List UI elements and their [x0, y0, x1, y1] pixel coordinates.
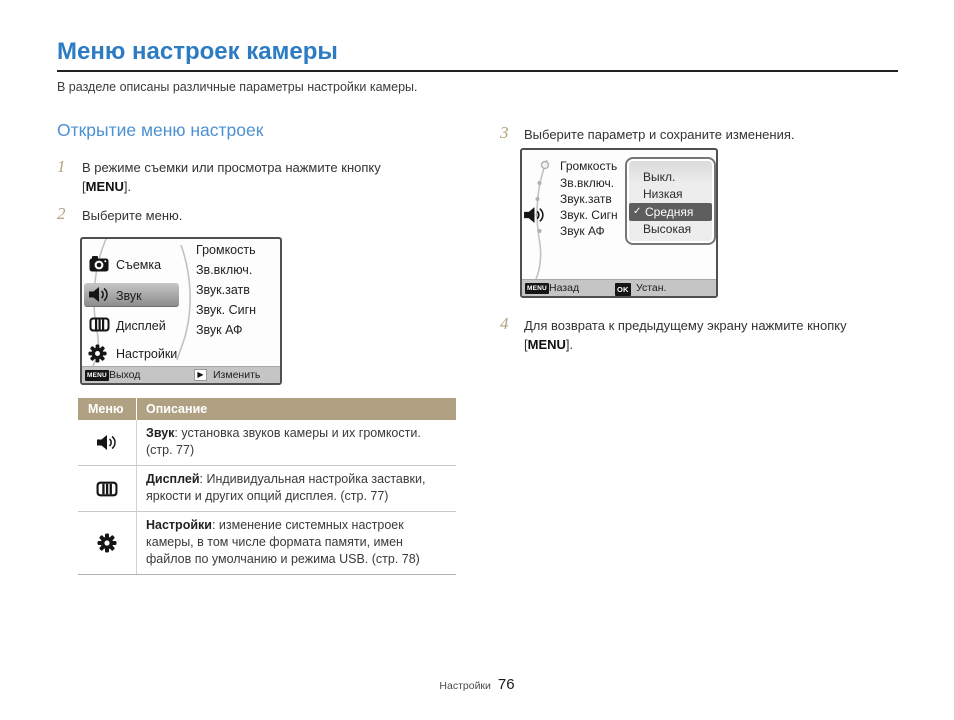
menu-description-table: [78, 398, 456, 575]
page-footer: [0, 676, 954, 694]
title-divider: [57, 70, 898, 72]
right-arrow-icon: ▶: [194, 369, 207, 381]
bullet-dot-icon: [536, 197, 540, 201]
step-3-number: 3: [500, 123, 509, 142]
menu-item-settings: Настройки: [116, 347, 178, 361]
statusbar-change-label: Изменить: [213, 369, 261, 381]
gear-icon: [97, 533, 117, 553]
screen2-statusbar: [522, 279, 716, 296]
screen1-statusbar: [82, 366, 280, 383]
footer-section-label: Настройки: [439, 680, 491, 692]
table-cell-description: Звук: установка звуков камеры и их громкости. (стр. 77): [146, 426, 421, 457]
popup-option-low: Низкая: [643, 187, 683, 201]
section-heading: Открытие меню настроек: [57, 120, 264, 140]
ok-button-badge: OK: [617, 285, 629, 294]
page-title: Меню настроек камеры: [57, 38, 338, 65]
table-header-description: Описание: [146, 402, 208, 416]
checkmark-icon: ✓: [633, 206, 642, 217]
setting-item-shutter-sound: Звук.затв: [560, 192, 612, 206]
speaker-icon: [88, 286, 110, 303]
popup-option-medium-selected: ✓ Средняя: [629, 203, 712, 221]
table-row: [78, 466, 456, 512]
submenu-item-beep-sound: Звук. Сигн: [196, 303, 257, 317]
statusbar-back-label: Назад: [549, 282, 580, 294]
statusbar-set-label: Устан.: [636, 282, 667, 294]
step-2-text: Выберите меню.: [82, 208, 183, 223]
table-row: [78, 420, 456, 466]
table-header-menu: Меню: [78, 398, 137, 420]
setting-item-startup-sound: Зв.включ.: [560, 176, 615, 190]
camera-screen-volume-popup: [520, 148, 718, 298]
step-4-number: 4: [500, 314, 509, 333]
bullet-dot-icon: [538, 229, 542, 233]
step-1-text: В режиме съемки или просмотра нажмите кнопку [MENU].: [82, 160, 381, 194]
popup-option-high: Высокая: [643, 222, 692, 236]
statusbar-exit-label: Выход: [109, 369, 141, 381]
setting-item-beep-sound: Звук. Сигн: [560, 208, 618, 222]
bullet-ring-icon: [542, 162, 549, 169]
submenu-item-shutter-sound: Звук.затв: [196, 283, 250, 297]
submenu-item-af-sound: Звук АФ: [196, 323, 243, 337]
volume-options-popup: [625, 157, 716, 245]
table-row: [78, 512, 456, 575]
page-subtitle: В разделе описаны различные параметры настройки камеры.: [57, 80, 418, 94]
speaker-icon: [523, 206, 546, 224]
table-header: [78, 398, 456, 420]
menu-button-badge: MENU: [87, 372, 107, 379]
page-number: 76: [497, 676, 515, 693]
setting-item-af-sound: Звук АФ: [560, 224, 605, 238]
submenu-item-volume: Громкость: [196, 243, 256, 257]
menu-item-display: Дисплей: [116, 319, 166, 333]
menu-item-sound: Звук: [116, 289, 142, 303]
camera-screen-menu: [80, 237, 282, 385]
table-cell-description: Дисплей: Индивидуальная настройка заставки, яркости и других опций дисплея. (стр. 77): [146, 472, 426, 503]
step-1-number: 1: [57, 157, 66, 176]
bullet-dot-icon: [538, 181, 542, 185]
menu-key-label: MENU: [85, 179, 124, 194]
display-icon: [96, 481, 118, 497]
menu-key-label: MENU: [527, 337, 566, 352]
step-2-number: 2: [57, 204, 66, 223]
speaker-icon: [96, 434, 118, 451]
submenu-item-startup-sound: Зв.включ.: [196, 263, 253, 277]
camera-icon: [89, 255, 109, 272]
step-4-text: Для возврата к предыдущему экрану нажмите кнопку [MENU].: [524, 318, 847, 352]
setting-item-volume: Громкость: [560, 159, 618, 173]
display-icon: [89, 317, 110, 332]
gear-icon: [88, 344, 107, 363]
step-3-text: Выберите параметр и сохраните изменения.: [524, 127, 795, 142]
menu-button-badge: MENU: [527, 285, 547, 292]
menu-item-shooting: Съемка: [116, 258, 162, 272]
popup-option-off: Выкл.: [643, 170, 676, 184]
table-cell-description: Настройки: изменение системных настроек камеры, в том числе формата памяти, имен файлов по умолчанию и режима USB. (стр. 78): [146, 518, 420, 566]
